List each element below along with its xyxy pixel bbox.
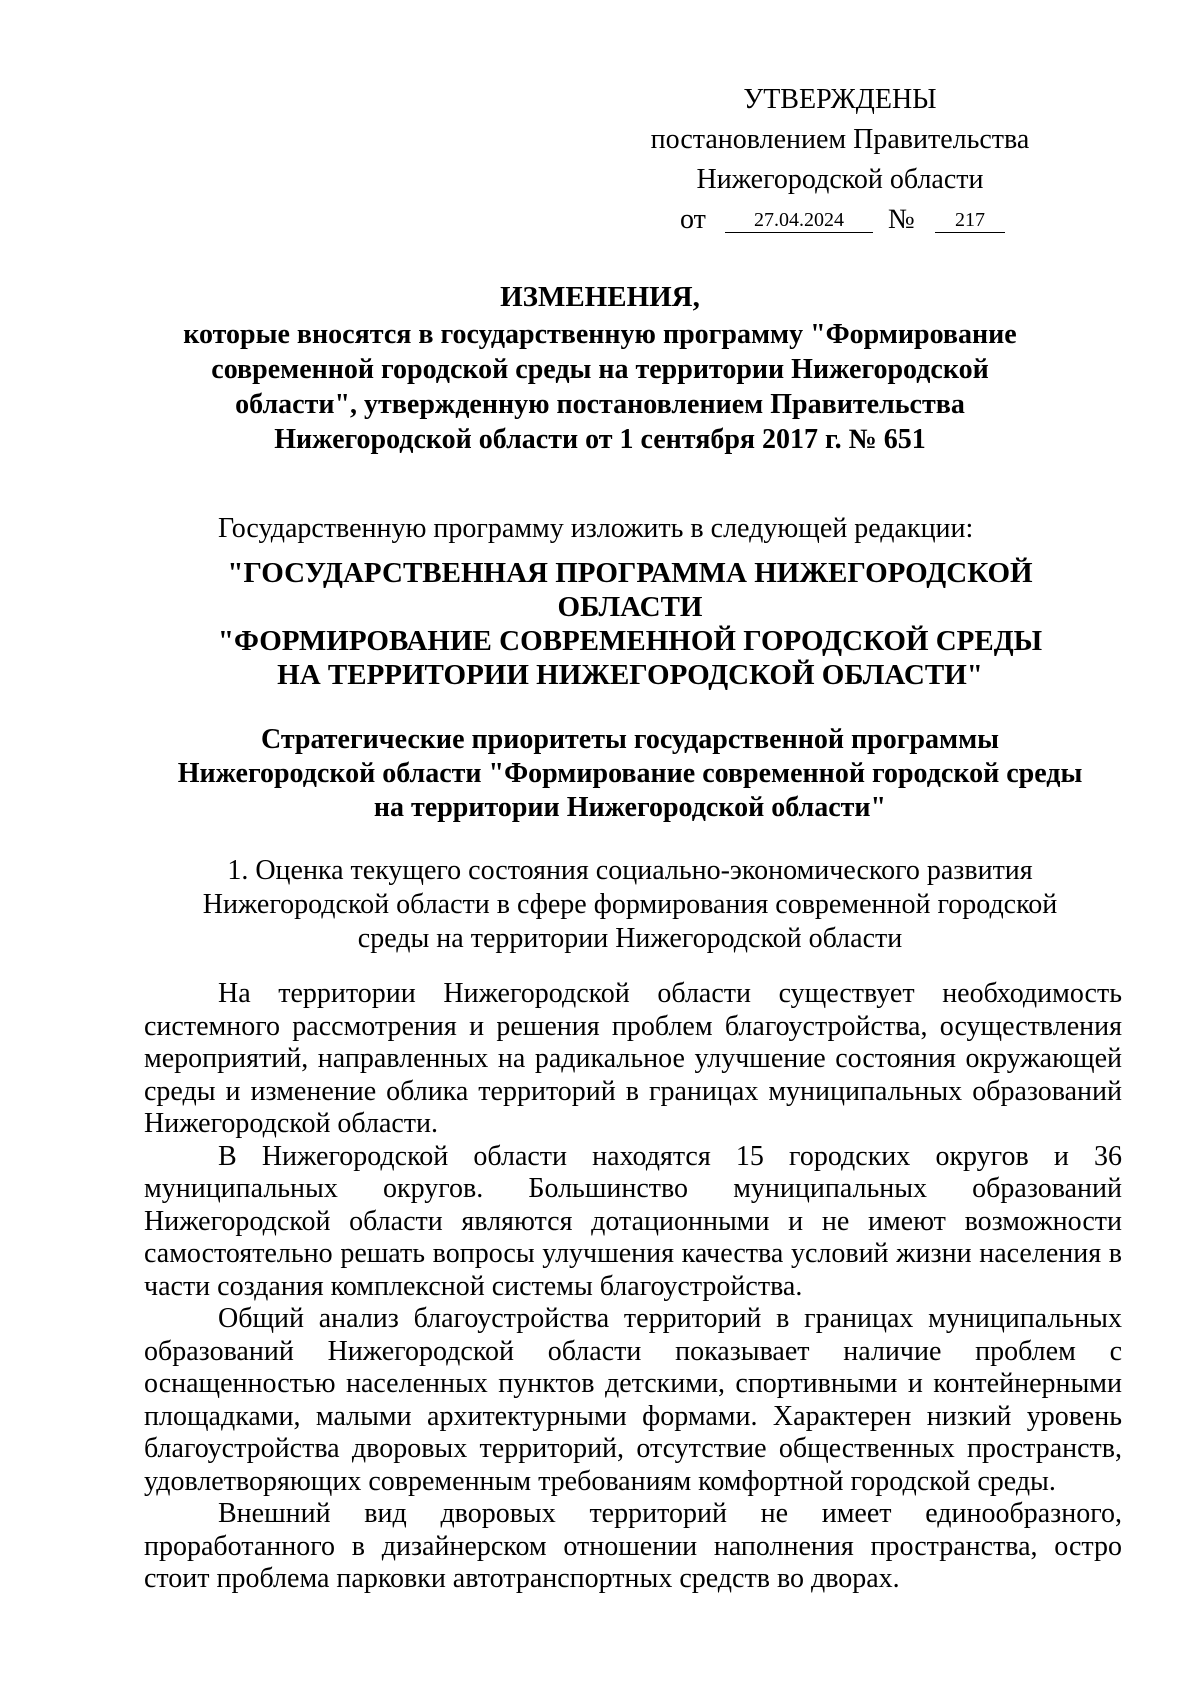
approval-date: 27.04.2024: [725, 208, 873, 233]
number-sign: №: [888, 204, 915, 235]
date-prefix: от: [680, 204, 706, 235]
title-line: современной городской среды на территории Нижегородской: [211, 354, 989, 385]
approval-number: 217: [935, 208, 1005, 233]
approval-decree: постановлением Правительства: [650, 124, 1030, 155]
priorities-heading: [150, 723, 1110, 825]
title-main: ИЗМЕНЕНИЯ,: [500, 281, 700, 313]
program-title-line: ОБЛАСТИ: [557, 591, 703, 623]
paragraph: Внешний вид дворовых территорий не имеет единообразного, проработанного в дизайнерском отношении наполнения пространства, остро стоит проблема парковки автотранспортных средств во дворах.: [144, 1498, 1122, 1594]
program-title: [200, 556, 1060, 692]
paragraph: В Нижегородской области находятся 15 городских округов и 36 муниципальных округов. Большинство муниципальных образований Нижегородской области являются дотационными и не имеют возможности самостоятельно решать вопросы улучшения качества условий жизни населения в части создания комплексной системы благоустройства.: [144, 1140, 1122, 1302]
approval-stamp: [630, 80, 1050, 240]
section-line: среды на территории Нижегородской области: [357, 923, 903, 954]
title-line: которые вносятся в государственную программу "Формирование: [183, 319, 1017, 350]
title-line: Нижегородской области от 1 сентября 2017 г. № 651: [274, 424, 926, 455]
section-line: 1. Оценка текущего состояния социально-экономического развития: [227, 855, 1033, 886]
intro-text: Государственную программу изложить в следующей редакции:: [218, 513, 974, 544]
section-line: Нижегородской области в сфере формирования современной городской: [202, 889, 1058, 920]
approval-title: УТВЕРЖДЕНЫ: [743, 84, 937, 115]
priorities-line: Нижегородской области "Формирование современной городской среды: [177, 758, 1083, 789]
priorities-line: на территории Нижегородской области": [373, 792, 887, 823]
title-line: области", утвержденную постановлением Правительства: [235, 389, 965, 420]
program-title-line: "ФОРМИРОВАНИЕ СОВРЕМЕННОЙ ГОРОДСКОЙ СРЕДЫ: [217, 625, 1043, 657]
body-text: [144, 978, 1122, 1596]
paragraph: На территории Нижегородской области существует необходимость системного рассмотрения и решения проблем благоустройства, осуществления мероприятий, направленных на радикальное улучшение состояния окружающей среды и изменение облика территорий в границах муниципальных образований Нижегородской области.: [144, 978, 1122, 1139]
document-title: [140, 280, 1060, 457]
priorities-line: Стратегические приоритеты государственной программы: [260, 724, 1000, 755]
approval-region: Нижегородской области: [696, 164, 984, 195]
section-heading: [150, 854, 1110, 956]
program-title-line: НА ТЕРРИТОРИИ НИЖЕГОРОДСКОЙ ОБЛАСТИ": [277, 659, 983, 691]
approval-date-line: [630, 200, 1050, 240]
paragraph: Общий анализ благоустройства территорий в границах муниципальных образований Нижегородской области показывает наличие проблем с оснащенностью населенных пунктов детскими, спортивными и контейнерными площадками, малыми архитектурными формами. Характерен низкий уровень благоустройства дворовых территорий, отсутствие общественных пространств, удовлетворяющих современным требованиям комфортной городской среды.: [144, 1303, 1122, 1497]
program-title-line: "ГОСУДАРСТВЕННАЯ ПРОГРАММА НИЖЕГОРОДСКОЙ: [227, 557, 1033, 589]
